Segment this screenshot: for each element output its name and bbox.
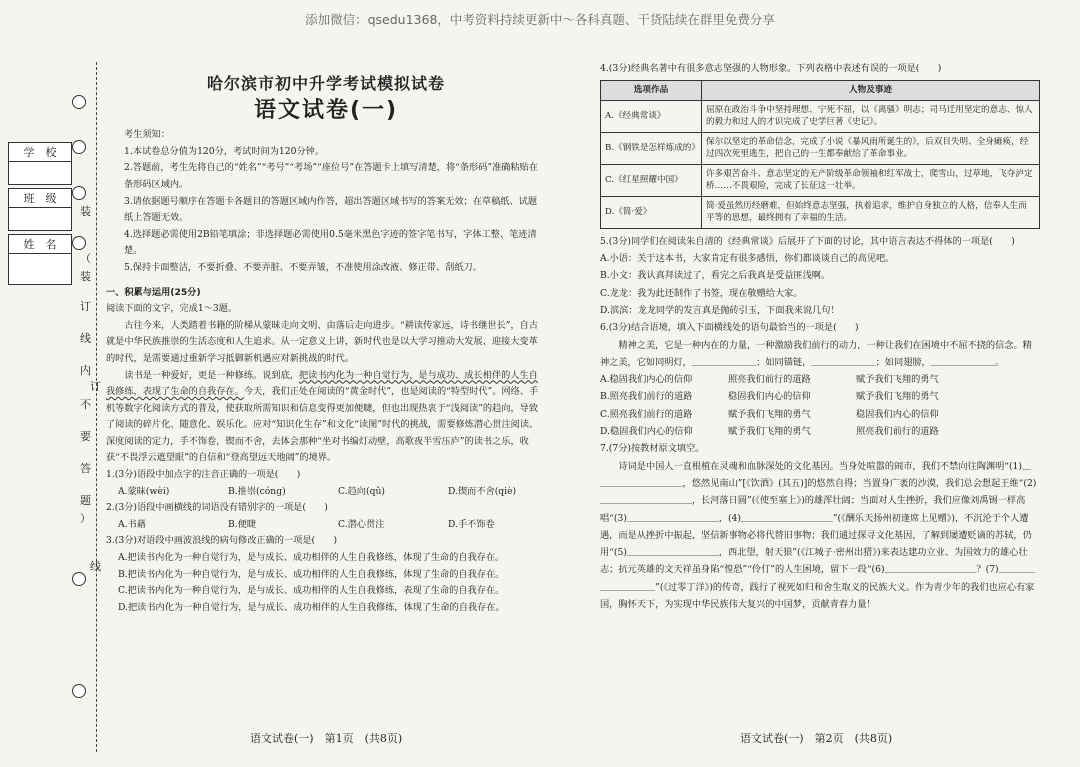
- table-cell: 许多艰苦奋斗、意志坚定的无产阶级革命领袖和红军战士，爬雪山，过草地，飞夺泸定桥……不畏艰险，完成了长征这一壮举。: [702, 164, 1040, 196]
- table-cell: C.《红星照耀中国》: [601, 164, 702, 196]
- notice-item: 5.保持卡面整洁，不要折叠、不要弄脏、不要弄皱，不准使用涂改液、修正带、刮纸刀。: [124, 261, 482, 273]
- notice-list: [106, 144, 546, 277]
- question-2: 2.(3分)语段中画横线的词语没有错别字的一项是( ): [106, 502, 328, 514]
- binding-char: 线: [80, 332, 91, 345]
- wavy-sentence: 把读书内化为一种自觉行为，是与成功、成长相伴的人生自我修练，表现了生命的自我存在。: [106, 369, 538, 398]
- q1-options: [106, 484, 546, 501]
- option[interactable]: B.推崇(cóng): [228, 485, 286, 497]
- question-3: 3.(3分)对语段中画波浪线的病句修改正确的一项是( ): [106, 535, 338, 547]
- q3-options: [106, 550, 546, 616]
- binding-char: 装: [80, 270, 91, 283]
- option[interactable]: A.小语：关于这本书，大家肯定有很多感悟，你们都谈谈自己的高见吧。: [600, 253, 895, 265]
- option[interactable]: D.把读书内化为一种自觉行为，是与成长、成功相伴的人生自我修练，体现了生命的自我存在。: [118, 601, 505, 613]
- passage-text: 读书是一种爱好，更是一种修练。说到底，: [124, 369, 299, 381]
- school-field[interactable]: [8, 142, 72, 185]
- notice-title: 考生须知：: [124, 129, 170, 141]
- table-cell: 保尔以坚定的革命信念，完成了小说《暴风雨所诞生的》，后双目失明、全身瘫痪，经过四次死里逃生，把自己的一生都奉献给了革命事业。: [702, 132, 1040, 164]
- q6-options: [600, 371, 1040, 440]
- option-part: D.稳固我们内心的信仰: [600, 426, 693, 438]
- section-heading: 一、积累与运用(25分): [106, 286, 201, 298]
- option[interactable]: C.龙龙：我为此还制作了书签，现在敬赠给大家。: [600, 287, 803, 299]
- name-label: 姓 名: [9, 235, 71, 254]
- q7-passage: 诗词是中国人一直根植在灵魂和血脉深处的文化基因。当身处喧嚣的闹市，我们不禁向往陶渊明“(1)＿＿＿＿＿＿＿＿＿＿，悠然见南山”[《饮酒》(其五)]的悠然自得；当置身广袤的沙漠，我们总会想起王维“(2)＿＿＿＿＿＿＿＿＿＿，长河落日圆”(《使至塞上》)的雄浑壮阔；当面对人生挫折，我们应像刘禹锡一样高唱“(3)＿＿＿＿＿＿＿＿＿＿，(4)＿＿＿＿＿＿＿＿＿＿”(《酬乐天扬州初逢席上见赠》)，不沉沦于个人遭遇，而是从挫折中振起，坚信新事物必将代替旧事物；我们通过探寻文化基因，了解到屡遭贬谪的苏轼，仍用“(5)＿＿＿＿＿＿＿＿＿＿，西北望，射天狼”(《江城子·密州出猎》)来表达建功立业、为国效力的雄心壮志；抗元英雄的文天祥虽身陷“惶恐”“伶仃”的人生困境，留下一段“(6)＿＿＿＿＿＿＿＿＿＿？(7)＿＿＿＿＿＿＿＿＿＿”(《过零丁洋》)的传奇，践行了视死如归和舍生取义的民族大义。作为青少年的我们也应心有家国，胸怀天下，为实现中华民族伟大复兴的中国梦，贡献青春力量！: [600, 460, 1037, 611]
- right-page: [600, 60, 1040, 613]
- works-table: [600, 80, 1040, 229]
- option-part: 赋予我们飞翔的勇气: [728, 426, 811, 438]
- question-4: 4.(3分)经典名著中有很多意志坚强的人物形象。下列表格中表述有误的一项是( ): [600, 63, 942, 74]
- binding-hole: [72, 572, 86, 586]
- option-part: 照亮我们前行的道路: [728, 374, 811, 386]
- table-cell: B.《钢铁是怎样炼成的》: [601, 132, 702, 164]
- passage-text: 今天，我们正处在阅读的“黄金时代”，也是阅读的“特型时代”。网络、手机等数字化阅读方式的普及，使获取所需知识和信息变得更加便睫，但也出现热衷于“浅阅读”的趋向，导致了阅读的碎片化、随意化、娱乐化。应对“知识化生存”和文化“读图”时代的挑战，需要修炼潜心贯注阅读、深度阅读的定力，手不饰卷，锲而不舍，去体会那种“坐对书编灯动壁，高歌夜半雪压庐”的读书之乐，收获“不畏浮云遮望眼”的自信和“登高望远天地阔”的境界。: [106, 386, 539, 464]
- q6-passage: 精神之美，它是一种内在的力量，一种激励我们前行的动力，一种让我们在困境中不屈不挠的信念。精神之美，它如同明灯，＿＿＿＿＿＿＿；如同锚链，＿＿＿＿＿＿＿；如同翅膀，＿＿＿＿＿＿＿。: [600, 339, 1032, 368]
- question-5: 5.(3分)同学们在阅读朱自清的《经典常谈》后展开了下面的讨论，其中语言表达不得体的一项是( ): [600, 235, 1015, 247]
- option-row[interactable]: [600, 406, 1040, 423]
- option[interactable]: A.书藉: [118, 518, 146, 530]
- option[interactable]: D.锲而不舍(qiè): [448, 485, 517, 497]
- option[interactable]: C.潜心贯注: [338, 518, 385, 530]
- option[interactable]: B.小文：我认真拜读过了，看完之后我真是受益匪浅啊。: [600, 270, 831, 282]
- option[interactable]: C.趋向(qǔ): [338, 485, 385, 497]
- notice-item: 1.本试卷总分值为120分，考试时间为120分钟。: [124, 145, 325, 157]
- option-row[interactable]: [600, 371, 1040, 388]
- binding-char: 题: [80, 494, 91, 507]
- table-row: [601, 196, 1040, 228]
- notice-item: 2.答题前，考生先将自己的“姓名”“考号”“考场”“座位号”在答题卡上填写清楚，将“条形码”准确粘贴在条形码区域内。: [124, 162, 539, 190]
- name-field[interactable]: [8, 234, 72, 285]
- binding-char: 订: [80, 300, 91, 313]
- passage-paragraph: [106, 368, 546, 468]
- left-page: [106, 64, 546, 616]
- q5-options: [600, 250, 1040, 319]
- question-6: 6.(3分)结合语境，填入下面横线处的语句最恰当的一项是( ): [600, 322, 859, 334]
- binding-char: 订: [90, 380, 101, 393]
- option-part: 稳固我们内心的信仰: [856, 408, 939, 420]
- option-part: B.照亮我们前行的道路: [600, 391, 693, 403]
- option-part: 照亮我们前行的道路: [856, 426, 939, 438]
- table-row: [601, 164, 1040, 196]
- binding-char: 线: [90, 560, 101, 573]
- table-cell: 简·爱虽然历经磨难，但始终意志坚强，执着追求，维护自身独立的人格，信奉人生而平等的思想，最终拥有了幸福的生活。: [702, 196, 1040, 228]
- notice-item: 4.选择题必需使用2B铅笔填涂；非选择题必需使用0.5毫米黑色字迹的签字笔书写，字体工整、笔迹清楚。: [124, 228, 537, 257]
- binding-hole: [72, 95, 86, 109]
- page-footer-right: 语文试卷(一) 第2页 (共8页): [740, 732, 893, 745]
- option-part: 赋予我们飞翔的勇气: [856, 374, 939, 386]
- question-1: 1.(3分)语段中加点字的注音正确的一项是( ): [106, 469, 301, 481]
- question-7: 7.(7分)按教材原文填空。: [600, 443, 705, 455]
- binding-hole: [72, 236, 86, 250]
- passage-paragraph: 古往今来，人类踏着书籍的阶梯从蒙昧走向文明、由落后走向进步。“耕读传家远，诗书继世长”，自古就是中华民族推崇的生活态度和人生追求。从一定意义上讲，新时代也是以大学习推动大发展、迎接大变革的时代，是需要通过重新学习抵御新机遇应对新挑战的时代。: [106, 319, 539, 364]
- binding-char: 要: [80, 430, 91, 443]
- option[interactable]: B.把读书内化为一种自觉行为，是与成长、成功相伴的人生自我修练，体现了生命的自我存在。: [118, 568, 505, 580]
- option[interactable]: A.把读书内化为一种自觉行为，是与成长、成功相伴的人生自我修练，体现了生命的自我存在。: [118, 552, 505, 564]
- table-row: [601, 100, 1040, 132]
- option-row[interactable]: [600, 388, 1040, 405]
- notice-item: 3.请依据题号顺序在答题卡各题目的答题区域内作答，超出答题区域书写的答案无效；在草稿纸、试题纸上答题无效。: [124, 195, 538, 224]
- school-label: 学 校: [9, 143, 71, 162]
- table-header: 选项作品: [601, 81, 702, 101]
- binding-hole: [72, 140, 86, 154]
- option[interactable]: C.把读书内化为一种自觉行为，是与成长、成功相伴的人生自我修练，表现了生命的自我存在。: [118, 585, 505, 597]
- table-cell: D.《简·爱》: [601, 196, 702, 228]
- paper-title: 语文试卷(一): [253, 97, 399, 123]
- binding-char: 答: [80, 462, 91, 475]
- option-row[interactable]: [600, 423, 1040, 440]
- page-footer-left: 语文试卷(一) 第1页 (共8页): [250, 732, 403, 745]
- watermark-header: 添加微信：qsedu1368，中考资料持续更新中～各科真题、干货陆续在群里免费分享: [305, 12, 775, 27]
- table-cell: 屈原在政治斗争中坚持理想、宁死不屈，以《离骚》明志；司马迁用坚定的意志、惊人的毅力和过人的才识完成了史学巨著《史记》。: [702, 100, 1040, 132]
- option-part: 赋予我们飞翔的勇气: [856, 391, 939, 403]
- option-part: 赋予我们飞翔的勇气: [728, 408, 811, 420]
- option-part: A.稳固我们内心的信仰: [600, 374, 693, 386]
- table-cell: A.《经典常谈》: [601, 100, 702, 132]
- reading-intro: 阅读下面的文字，完成1～3题。: [106, 303, 238, 315]
- binding-hole: [72, 186, 86, 200]
- binding-hole: [72, 684, 86, 698]
- q2-options: [106, 517, 546, 534]
- option-part: 稳固我们内心的信仰: [728, 391, 811, 403]
- option[interactable]: B.便睫: [228, 518, 257, 530]
- exam-title: 哈尔滨市初中升学考试模拟试卷: [206, 74, 445, 93]
- binding-char: 不: [80, 398, 91, 411]
- binding-char: ）: [80, 512, 91, 525]
- binding-char: 内: [80, 364, 91, 377]
- class-label: 班 级: [9, 189, 71, 208]
- table-header: 人物及事迹: [702, 81, 1040, 101]
- binding-char: （: [80, 252, 91, 265]
- binding-char: 装: [80, 205, 91, 218]
- binding-dashed-line: [96, 62, 97, 752]
- table-row: [601, 132, 1040, 164]
- option[interactable]: D.手不饰卷: [448, 518, 495, 530]
- option[interactable]: A.蒙昧(wèi): [118, 485, 170, 497]
- option-part: C.照亮我们前行的道路: [600, 408, 693, 420]
- option[interactable]: D.滨滨：龙龙同学的发言真是抛砖引玉，下面我来说几句！: [600, 304, 840, 316]
- class-field[interactable]: [8, 188, 72, 231]
